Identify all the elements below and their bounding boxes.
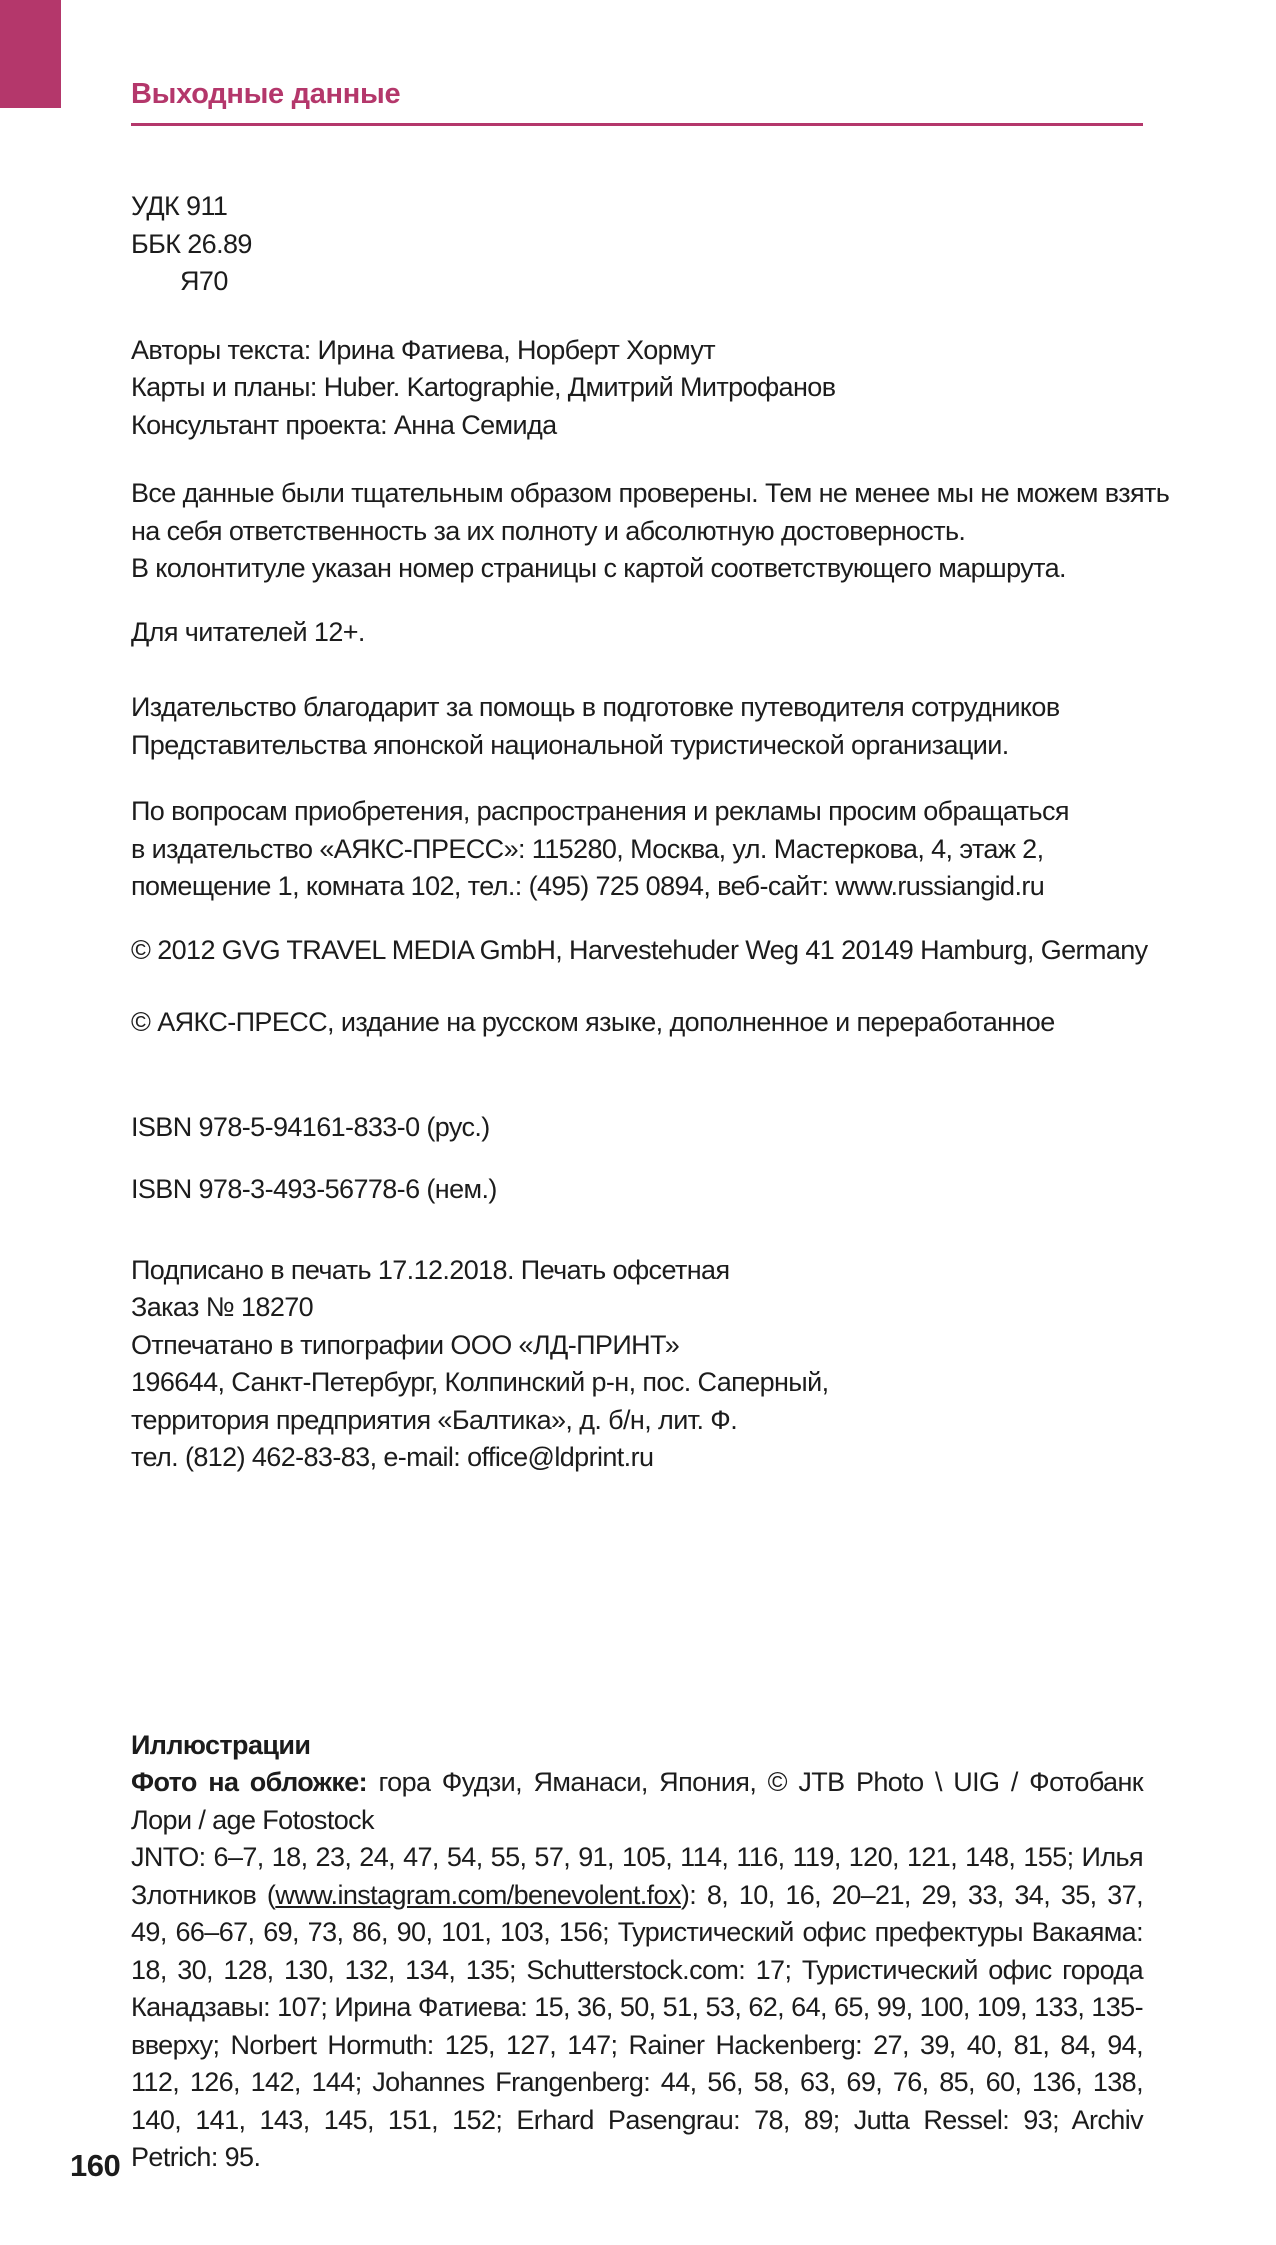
contacts-line: По вопросам приобретения, распространения и рекламы просим обращаться	[131, 796, 1069, 826]
page-content	[131, 0, 1170, 2177]
disclaimer-line: В колонтитуле указан номер страницы с картой соответствующего маршрута.	[131, 553, 1066, 583]
age-restriction-note: Для читателей 12+.	[131, 616, 365, 647]
contacts-line: помещение 1, комната 102, тел.: (495) 725 0894, веб-сайт: www.russiangid.ru	[131, 871, 1045, 901]
acknowledgement-line: Представительства японской национальной туристической организации.	[131, 729, 1009, 760]
corner-accent-bar	[0, 0, 61, 108]
illustrations-credits	[131, 1764, 1143, 2177]
illustrations-heading: Иллюстрации	[131, 1729, 311, 1760]
cover-photo-label: Фото на обложке:	[131, 1767, 368, 1797]
isbn-german: ISBN 978-3-493-56778-6 (нем.)	[131, 1174, 497, 1204]
credits-block	[131, 332, 1143, 445]
publisher-contacts-block	[131, 793, 1143, 906]
isbn-russian: ISBN 978-5-94161-833-0 (рус.)	[131, 1111, 490, 1142]
copyright-gvg: © 2012 GVG TRAVEL MEDIA GmbH, Harvestehuder Weg 41 20149 Hamburg, Germany	[131, 934, 1148, 965]
disclaimer-line: Все данные были тщательным образом проверены. Тем не менее мы не можем взять	[131, 478, 1170, 508]
maps-credit-line: Карты и планы: Huber. Kartographie, Дмитрий Митрофанов	[131, 372, 836, 402]
text-authors-line: Авторы текста: Ирина Фатиева, Норберт Хормут	[131, 334, 716, 365]
copyright-ajax-press: © АЯКС-ПРЕСС, издание на русском языке, дополненное и переработанное	[131, 1007, 1055, 1037]
disclaimer-line: на себя ответственность за их полноту и абсолютную достоверность.	[131, 515, 966, 546]
print-date-line: Подписано в печать 17.12.2018. Печать офсетная	[131, 1254, 730, 1285]
page-number: 160	[70, 2148, 121, 2183]
order-number-line: Заказ № 18270	[131, 1292, 314, 1322]
heading-rule	[131, 123, 1143, 126]
acknowledgement-line: Издательство благодарит за помощь в подготовке путеводителя сотрудников	[131, 692, 1060, 722]
consultant-line: Консультант проекта: Анна Семида	[131, 409, 557, 440]
classification-codes	[131, 188, 1143, 301]
printing-house-line: Отпечатано в типографии ООО «ЛД-ПРИНТ»	[131, 1329, 680, 1360]
page-title: Выходные данные	[131, 78, 401, 110]
acknowledgement-block	[131, 689, 1143, 764]
disclaimer-block	[131, 475, 1170, 588]
printing-phone-line: тел. (812) 462-83-83, e-mail: office@ldprint.ru	[131, 1442, 654, 1472]
photo-credits-text: ): 8, 10, 16, 20–21, 29, 33, 34, 35, 37, 49, 66–67, 69, 73, 86, 90, 101, 103, 156; Туристический офис префектуры Вакаяма: 18, 30, 128, 130, 132, 134, 135; Schutterstock.com: 17; Туристический офис города Канадзавы: 107; Ирина Фатиева: 15, 36, 50, 51, 53, 62, 64, 65, 99, 100, 109, 133, 135-вверху; Norbert Hormuth: 125, 127, 147; Rainer Hackenberg: 27, 39, 40, 81, 84, 94, 112, 126, 142, 144; Johannes Frangenberg: 44, 56, 58, 63, 69, 76, 85, 60, 136, 138, 140, 141, 143, 145, 151, 152; Erhard Pasengrau: 78, 89; Jutta Ressel: 93; Archiv Petrich: 95.	[131, 1879, 1143, 2172]
bbk-code: ББК 26.89	[131, 228, 252, 259]
printing-address-line: территория предприятия «Балтика», д. б/н, лит. Ф.	[131, 1404, 738, 1435]
print-info-block	[131, 1252, 1143, 1477]
photo-credits-text: JNTO: 6–7, 18, 23, 24, 47, 54, 55, 57, 91, 105, 114, 116, 119, 120, 121, 148, 155; Илья Злотников (	[131, 1842, 1143, 1910]
udk-code: УДК 911	[131, 191, 228, 221]
printing-address-line: 196644, Санкт-Петербург, Колпинский р-н, пос. Саперный,	[131, 1367, 829, 1397]
cover-photo-text: гора Фудзи, Яманаси, Япония, © JTB Photo \ UIG / Фотобанк Лори / age Fotostock	[131, 1767, 1143, 1835]
author-sign-code: Я70	[180, 266, 228, 296]
instagram-link[interactable]: www.instagram.com/benevolent.fox	[275, 1879, 681, 1910]
contacts-line: в издательство «АЯКС-ПРЕСС»: 115280, Москва, ул. Мастеркова, 4, этаж 2,	[131, 833, 1044, 864]
